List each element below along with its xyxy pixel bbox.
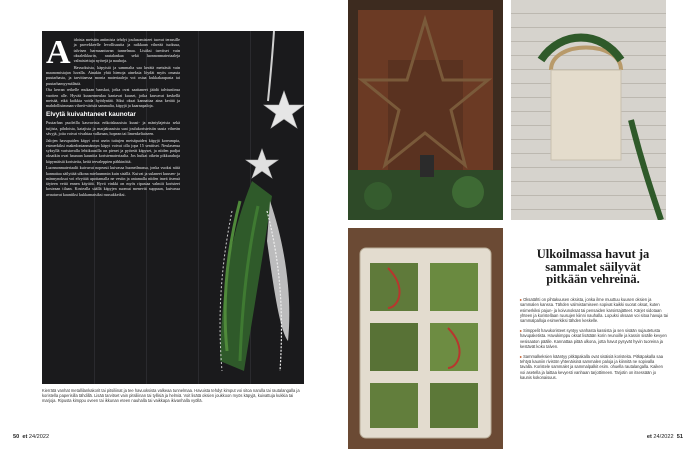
intro-paragraph: Ota kerran retkelle mukaan banskat, jotka ovat saattaneet jäädä talviuniinsa vuotten alle. Hyvää kuusenneulaa kantavat kuuset, jotka kasvavat keskellä metsää, eikä kaikkia voida hyödyntää. Siksi oksat kannattaa aina kerätä ja mahdollisimman vihreä-väristä sammalta, käpyjä ja kaarnapaloja. bbox=[46, 87, 180, 108]
arrow-icon: ▸ bbox=[520, 353, 523, 359]
arrow-icon: ▸ bbox=[520, 297, 523, 302]
basket-photo bbox=[511, 0, 666, 220]
tip-item: ▸Sammalkeksien kääntyy pitkäpakalla ovat sisäisiä koristeita. Pitkäpakalla saa tehtyä kauniin rivistön yhtenäisinä sammalen paloja ja kiinnitä ne sopivalla tavalla. Koristele sammalet ja sammalpalkit esim. ohuella rautalangalla. Kaiken voi asetella ja laittaa kevyesti vanhaan tarjottimeen. Tarjotin on itsessään jo kaunis kokonaisuus. bbox=[520, 353, 663, 380]
page-folio: 50 et 24/2022 bbox=[13, 434, 50, 440]
right-page bbox=[348, 0, 696, 449]
tips-list bbox=[520, 297, 668, 385]
pull-quote-heading: Ulkoilmassa havut ja sammalet säilyvät pitkään vehreinä. bbox=[536, 247, 650, 286]
door-star-photo bbox=[348, 0, 503, 220]
arrow-icon: ▸ bbox=[520, 327, 523, 333]
section-heading: Elvytä kuivahtaneet kaunotar bbox=[46, 111, 136, 119]
moss-tray-photo bbox=[348, 228, 503, 449]
article-body bbox=[46, 34, 180, 198]
photo-caption: Kierrätä vanhat metallilankakorit tai pitsiliinat ja tee havuoksista valkeaa tunnelmaa. Havuista tehdyt kimput voi sitoa narulla tai rautalangalla ja koristella paperisilla tähdillä. Lisää tarvitset vain pitsiliinan tai tyllisiä ja helmiä. Voit lisätä oksien joukkoon myös käpyjä, kuivattuja kukkia tai marjoja. Ripusta kimppu oveen tai ikkunan eteen nauhalla tai vaikkapa ikivanhalla vyöllä. bbox=[42, 388, 300, 404]
intro-paragraph: idoista metsäin antimista tehdyt joulusomisteet tuovat terassille ja parvekkeelle levollisuutta ja raikkaan vihreää tuoksua, talvisen harmaantuvan tunnelmaa. Lisäksi tarvitset vain oksaleikkurin, rautalankaa sekä luonnonmateriaaleja valmistettuja nyörejä ja nauhoja. bbox=[73, 37, 180, 63]
dropcap: A bbox=[46, 34, 71, 71]
page-folio: et 24/2022 51 bbox=[646, 434, 683, 440]
dark-door-photo bbox=[42, 31, 304, 384]
paper-star-icon bbox=[246, 149, 278, 178]
hanging-greenery-ornament bbox=[192, 31, 304, 384]
section-paragraph: Puutarhan puoleilla kasvavista erikoiskuusista kuusi- ja mäntylajeista sekä tuijista, pihdoista, katajista ja marjakuusista saat joulukoristeisiin uusia vihreän sävyjä, joita voivat vivahtaa valkeaan, hopean tai limenkeltaiseen. bbox=[46, 120, 180, 136]
tip-item: ▸Simppelit havukoristeet syntyy vanhasta kassista ja sen sisään sujautetusta havupaketista. Havukimppu oksat lisätään korin reunoille ja kassin sisälle kevyen vesisaaton päälle. Kannattaa pitää ulkona, jotta havut pysyvät hyvin tuoreina ja kestävät koko talven. bbox=[520, 327, 667, 349]
paper-star-icon bbox=[264, 91, 304, 128]
intro-paragraph: Havuoksista, käpyistä ja sammalta saa kerätä metsästä vain maanomistajan luvalla. Ainakin yhtä hienoja aineksia löydät myös omasta puutarhasta, ja tarvittaessa monia materiaaleja voi ostaa kukkakaupasta tai puutarhamyymälästä. bbox=[46, 64, 180, 86]
tip-item: ▸Oksatähti on pihtakuusen oksista, jonka ilme muuttuu kuusen oksien ja sammalen kanssa. Tähden valmistamiseen sopivat kaikki suorat oksat, kuten esimerkiksi pajun- ja koivunoksat tai pensaiden karsintajätteet. Kärjet sidotaan yhteen ja koristellaan ruusujen kiinni nauhalla. Lopuksi oksaan voi sitoa havuja tai sammalpalloja esimerkiksi tähden keskelle. bbox=[520, 297, 668, 324]
section-paragraph: Jalojen havupuiden käpyt ovat usein tuttujen metsäpuiden käpyjä koreampia, esimerkiksi makedonianmännyn käpyt voivat olla jopa 15 senttiset. Neulasensa syksyllä varistavalla lehtikuusilla on pienet ja pyöreät käpyset, ja niiden padjat oksatkin ovat hauraan kauniita koristemateriaalia. Jos huikat oikein pikkurahoja käpymäisiä koristeita, keitä tervaleppien pähkinöitä. bbox=[46, 137, 180, 164]
section-paragraph: Luonnonmateriaalit kuivuvat nopeasti kuivassa huoneilmassa, jonka vuoksi niitä kannattaa säilyttää ulkona mieluummin kuin sisällä. Kuivat ja sulaneet kuusen- ja männynoksat voi elvyttää upottamalla ne vesiin ja antamalla niiden imeä itsensä täyteen vettä ennen käyttöä. Hyvä vinkki on myös ripustaa valmiit koristeet kosteaan tilaan. Kostealla säällä käpyjen suomut menevät suppuun, kuivassa avautuvat kauniiksi kukkamaisiksi ruusukkeiksi. bbox=[46, 165, 180, 197]
